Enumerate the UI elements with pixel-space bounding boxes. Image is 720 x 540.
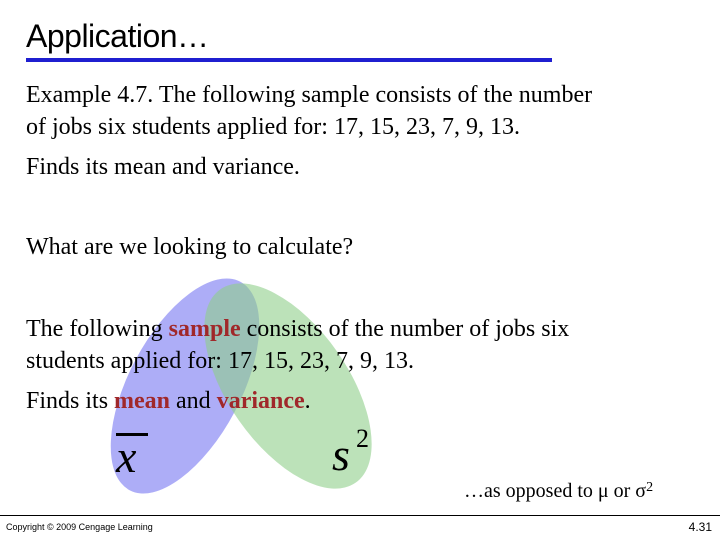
restated-line-1 xyxy=(26,313,569,345)
example-line-2: of jobs six students applied for: 17, 15, 23, 7, 9, 13. xyxy=(26,114,520,140)
sigma-symbol: σ xyxy=(635,480,647,502)
mu-symbol: μ xyxy=(597,480,609,502)
s-letter: s xyxy=(332,429,350,480)
sample-highlight: sample xyxy=(168,316,241,342)
sigma-exponent: 2 xyxy=(646,480,654,495)
mean-highlight: mean xyxy=(114,388,171,414)
sample-variance-symbol xyxy=(332,426,382,486)
restated-line-3-mid: and xyxy=(170,388,217,414)
slide-title: Application… xyxy=(26,18,209,54)
page-number: 4.31 xyxy=(688,520,712,534)
question-text: What are we looking to calculate? xyxy=(26,234,354,260)
restated-line-2: students applied for: 17, 15, 23, 7, 9, 13. xyxy=(26,348,414,374)
restated-line-3-end: . xyxy=(304,388,311,414)
restated-line-1-start: The following xyxy=(26,316,169,342)
restated-line-1-end: consists of the number of jobs six xyxy=(240,316,570,342)
s-exponent: 2 xyxy=(356,424,369,453)
restated-text xyxy=(26,313,569,377)
restated-line-3-start: Finds its xyxy=(26,388,115,414)
example-line-3: Finds its mean and variance. xyxy=(26,154,300,180)
restated-line-3 xyxy=(26,385,311,417)
copyright-text: Copyright © 2009 Cengage Learning xyxy=(6,522,153,532)
x-letter: x xyxy=(116,431,137,482)
note-or: or xyxy=(608,480,636,502)
example-line-1: Example 4.7. The following sample consists of the number xyxy=(26,82,593,108)
footer-divider xyxy=(0,515,720,516)
sample-mean-symbol xyxy=(112,432,152,482)
population-note xyxy=(464,475,653,504)
note-prefix: …as opposed to xyxy=(464,480,598,502)
variance-highlight: variance xyxy=(216,388,305,414)
